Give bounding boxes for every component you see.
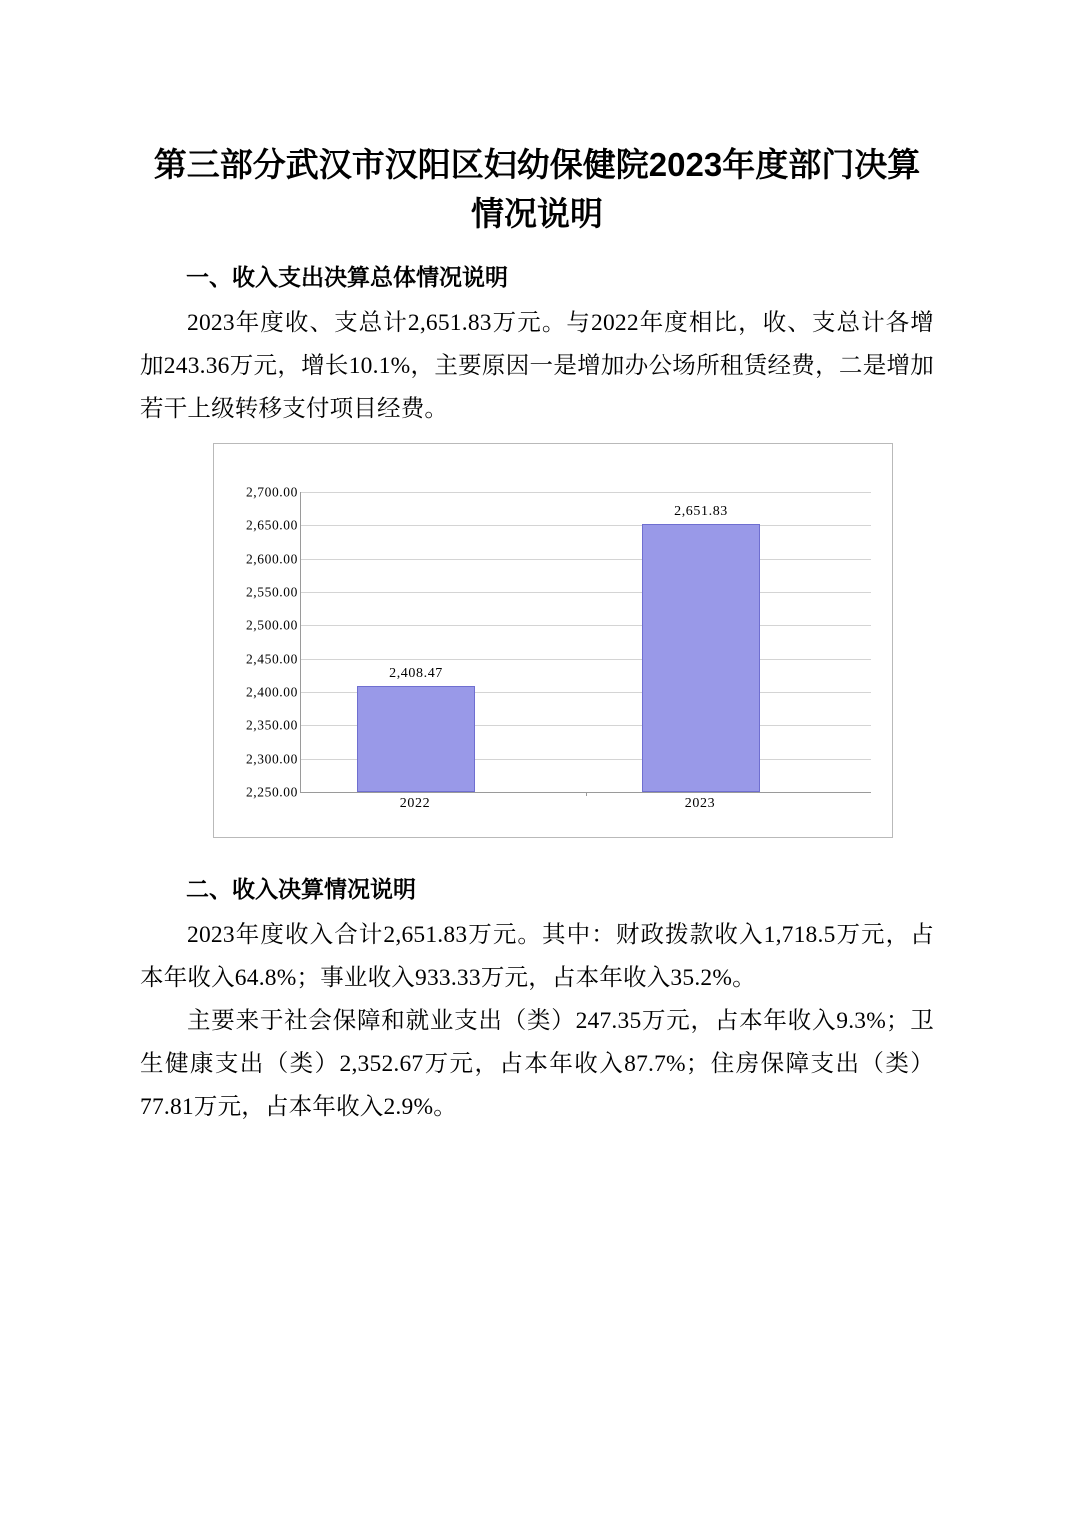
- y-tick-label: 2,450.00: [245, 651, 298, 667]
- y-axis-tick-labels: [220, 484, 298, 800]
- section-heading-2: 二、收入决算情况说明: [186, 876, 416, 902]
- y-tick-label: 2,550.00: [245, 584, 298, 600]
- section-heading-1: 一、收入支出决算总体情况说明: [186, 264, 508, 290]
- y-tick-label: 2,650.00: [245, 517, 298, 533]
- y-tick-label: 2,250.00: [245, 784, 298, 800]
- y-tick-label: 2,400.00: [245, 684, 298, 700]
- y-tick-label: 2,600.00: [245, 551, 298, 567]
- bar-chart: [213, 443, 893, 838]
- x-axis-tick-labels: [300, 796, 870, 818]
- section-2-paragraph-1: 2023年度收入合计2,651.83万元。其中：财政拨款收入1,718.5万元，占本年收入64.8%；事业收入933.33万元，占本年收入35.2%。: [140, 922, 934, 991]
- y-tick-label: 2,350.00: [245, 717, 298, 733]
- bar-2023: [642, 524, 760, 792]
- x-tick-label-2022: 2022: [399, 796, 431, 811]
- x-tick-label-2023: 2023: [684, 796, 716, 811]
- section-2-paragraph-2: 主要来于社会保障和就业支出（类）247.35万元，占本年收入9.3%；卫生健康支出（类）2,352.67万元，占本年收入87.7%；住房保障支出（类）77.81万元，占本年收入2.9%。: [140, 1008, 934, 1120]
- gridline: [301, 525, 871, 526]
- y-tick-label: 2,500.00: [245, 617, 298, 633]
- bar-label-2023: 2,651.83: [674, 504, 728, 519]
- gridline: [301, 492, 871, 493]
- gridline: [301, 625, 871, 626]
- chart-plot-area: [300, 492, 871, 793]
- page-title: 第三部分武汉市汉阳区妇幼保健院2023年度部门决算情况说明: [153, 146, 921, 232]
- y-tick-label: 2,300.00: [245, 751, 298, 767]
- y-tick-label: 2,700.00: [245, 484, 298, 500]
- bar-label-2022: 2,408.47: [389, 666, 443, 681]
- chart-inner: [214, 444, 892, 837]
- gridline: [301, 659, 871, 660]
- section-1-paragraph: 2023年度收、支总计2,651.83万元。与2022年度相比，收、支总计各增加243.36万元，增长10.1%，主要原因一是增加办公场所租赁经费，二是增加若干上级转移支付项目经费。: [140, 310, 934, 422]
- gridline: [301, 592, 871, 593]
- bar-2022: [357, 686, 475, 792]
- gridline: [301, 559, 871, 560]
